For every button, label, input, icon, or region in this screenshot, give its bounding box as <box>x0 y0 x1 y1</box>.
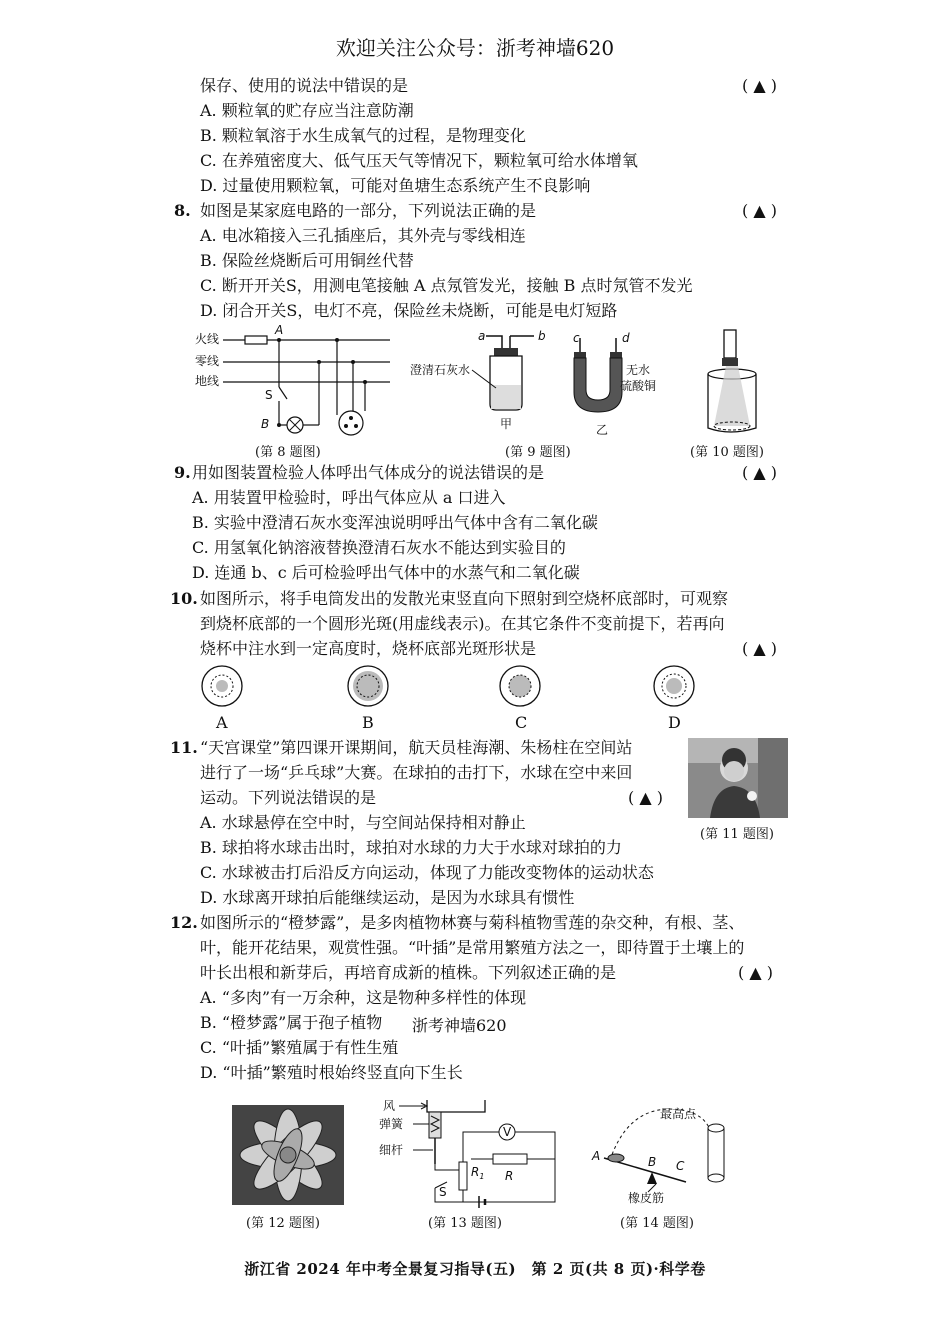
q8-stem: 如图是某家庭电路的一部分，下列说法正确的是 <box>200 201 537 220</box>
q8-option-a: A. 电冰箱接入三孔插座后，其外壳与零线相连 <box>200 226 526 245</box>
fig9-apparatus <box>410 329 657 440</box>
q10-choice-a-label: A <box>216 713 228 732</box>
q10-choice-c-figure <box>500 666 540 706</box>
fig9-label-d: d <box>622 331 630 345</box>
fig11-astronaut-photo <box>688 738 788 818</box>
three-hole-socket <box>339 411 363 435</box>
fig13-circuit <box>375 1098 575 1208</box>
q8-option-b: B. 保险丝烧断后可用铜丝代替 <box>200 251 414 270</box>
q10-line1: 如图所示，将手电筒发出的发散光束竖直向下照射到空烧杯底部时，可观察 <box>200 589 729 608</box>
q11-line3: 运动。下列说法错误的是 <box>200 788 377 807</box>
q10-choice-b-label: B <box>362 713 374 732</box>
q10-choice-a-figure <box>202 666 242 706</box>
q9-option-a: A. 用装置甲检验时，呼出气体应从 a 口进入 <box>192 488 506 507</box>
q11-line1: “天宫课堂”第四课开课期间，航天员桂海潮、朱杨柱在空间站 <box>200 738 633 757</box>
q12-line3: 叶长出根和新芽后，再培育成新的植株。下列叙述正确的是 <box>200 963 617 982</box>
fig14-caption: (第 14 题图) <box>620 1216 694 1231</box>
q11-number: 11. <box>170 738 198 757</box>
q12-option-c: C. “叶插”繁殖属于有性生殖 <box>200 1038 399 1057</box>
q12-number: 12. <box>170 913 198 932</box>
fig9-label-b: b <box>538 329 546 343</box>
fig13-caption: (第 13 题图) <box>428 1216 502 1231</box>
fig8-point-a: A <box>275 323 284 337</box>
q12-answer-mark: ( ▲ ) <box>738 963 773 982</box>
fig9-caption: (第 9 题图) <box>505 445 571 460</box>
fig13-switch-label: S <box>439 1185 447 1199</box>
fig14-top-label: 最高点 <box>660 1107 697 1121</box>
fig9-yi-label: 乙 <box>596 423 609 437</box>
q11-option-b: B. 球拍将水球击出时，球拍对水球的力大于水球对球拍的力 <box>200 838 622 857</box>
q9-number: 9. <box>174 463 191 482</box>
q8-option-d: D. 闭合开关S，电灯不亮，保险丝未烧断，可能是电灯短路 <box>200 301 618 320</box>
q7-option-d: D. 过量使用颗粒氧，可能对鱼塘生态系统产生不良影响 <box>200 176 591 195</box>
fuse <box>245 336 267 344</box>
fig8-point-b: B <box>261 417 270 431</box>
q12-option-a: A. “多肉”有一万余种，这是物种多样性的体现 <box>200 988 527 1007</box>
q7-answer-mark: ( ▲ ) <box>742 76 777 95</box>
fig9-cuso4-line1: 无水 <box>626 363 651 377</box>
fig10-caption: (第 10 题图) <box>690 445 764 460</box>
q7-option-b: B. 颗粒氧溶于水生成氧气的过程，是物理变化 <box>200 126 526 145</box>
q12-option-b: B. “橙梦露”属于孢子植物 <box>200 1013 383 1032</box>
q11-option-d: D. 水球离开球拍后能继续运动，是因为水球具有惯性 <box>200 888 575 907</box>
q9-answer-mark: ( ▲ ) <box>742 463 777 482</box>
fig9-jia-label: 甲 <box>500 417 513 431</box>
q7-stem: 保存、使用的说法中错误的是 <box>200 76 409 95</box>
fig14-point-c: C <box>676 1159 685 1173</box>
fig9-label-c: c <box>573 331 580 345</box>
q10-choice-figures <box>190 662 710 712</box>
fig11-caption: (第 11 题图) <box>700 827 774 842</box>
q10-choice-d-figure <box>654 666 694 706</box>
q7-option-c: C. 在养殖密度大、低气压天气等情况下，颗粒氧可给水体增氧 <box>200 151 638 170</box>
q11-answer-mark: ( ▲ ) <box>628 788 663 807</box>
fig13-rod-label: 细杆 <box>379 1143 404 1157</box>
q8-answer-mark: ( ▲ ) <box>742 201 777 220</box>
q9-option-d: D. 连通 b、c 后可检验呼出气体中的水蒸气和二氧化碳 <box>192 563 580 582</box>
fig8-zero-label: 零线 <box>195 354 220 368</box>
fig14-point-b: B <box>648 1155 657 1169</box>
watermark-text: 浙考神墙620 <box>412 1016 507 1035</box>
fig14-band-label: 橡皮筋 <box>628 1191 665 1205</box>
q10-choice-d-label: D <box>668 713 681 732</box>
fig8-fire-label: 火线 <box>195 332 220 346</box>
q9-option-b: B. 实验中澄清石灰水变浑浊说明呼出气体中含有二氧化碳 <box>192 513 598 532</box>
q10-line2: 到烧杯底部的一个圆形光斑(用虚线表示)。在其它条件不变前提下，若再向 <box>200 614 725 633</box>
fig14-diagram <box>590 1098 730 1208</box>
q10-answer-mark: ( ▲ ) <box>742 639 777 658</box>
fig14-point-a: A <box>592 1149 601 1163</box>
q10-choice-c-label: C <box>515 713 528 732</box>
fig8-earth-label: 地线 <box>195 374 220 388</box>
fig13-wind-label: 风 <box>383 1099 396 1113</box>
fig13-r-label: R <box>505 1169 514 1183</box>
fig12-succulent-photo <box>232 1105 344 1205</box>
q12-line1: 如图所示的“橙梦露”，是多肉植物林赛与菊科植物雪莲的杂交种，有根、茎、 <box>200 913 745 932</box>
q10-line3: 烧杯中注水到一定高度时，烧杯底部光斑形状是 <box>200 639 537 658</box>
fig8-switch-label: S <box>265 388 273 402</box>
fig12-caption: (第 12 题图) <box>246 1216 320 1231</box>
q9-option-c: C. 用氢氧化钠溶液替换澄清石灰水不能达到实验目的 <box>192 538 566 557</box>
q12-option-d: D. “叶插”繁殖时根始终竖直向下生长 <box>200 1063 463 1082</box>
fig9-limewater-label: 澄清石灰水 <box>410 363 471 377</box>
flashlight <box>724 330 736 358</box>
fig13-voltmeter-label: V <box>503 1125 512 1139</box>
fig9-label-a: a <box>478 329 486 343</box>
q10-choice-b-figure <box>348 666 388 706</box>
q11-option-c: C. 水球被击打后沿反方向运动，体现了力能改变物体的运动状态 <box>200 863 654 882</box>
q8-number: 8. <box>174 201 191 220</box>
fig13-r1-label: $R_1$ <box>471 1165 485 1181</box>
q9-stem: 用如图装置检验人体呼出气体成分的说法错误的是 <box>192 463 545 482</box>
fig13-spring-label: 弹簧 <box>379 1117 404 1131</box>
fig8-caption: (第 8 题图) <box>255 445 321 460</box>
fig10-beaker <box>700 330 770 440</box>
q11-line2: 进行了一场“乒乓球”大赛。在球拍的击打下，水球在空中来回 <box>200 763 633 782</box>
fig8-circuit <box>195 325 395 440</box>
switch-s <box>279 387 287 399</box>
q8-option-c: C. 断开开关S，用测电笔接触 A 点氖管发光，接触 B 点时氖管不发光 <box>200 276 693 295</box>
page-header: 欢迎关注公众号：浙考神墙620 <box>335 36 615 60</box>
q10-number: 10. <box>170 589 198 608</box>
q11-option-a: A. 水球悬停在空中时，与空间站保持相对静止 <box>200 813 526 832</box>
fig9-cuso4-line2: 硫酸铜 <box>620 379 657 393</box>
page-footer: 浙江省 2024 年中考全景复习指导(五) 第 2 页(共 8 页)·科学卷 <box>244 1260 706 1278</box>
q7-option-a: A. 颗粒氧的贮存应当注意防潮 <box>200 101 414 120</box>
q12-line2: 叶，能开花结果，观赏性强。“叶插”是常用繁殖方法之一，即待置于土壤上的 <box>200 938 745 957</box>
